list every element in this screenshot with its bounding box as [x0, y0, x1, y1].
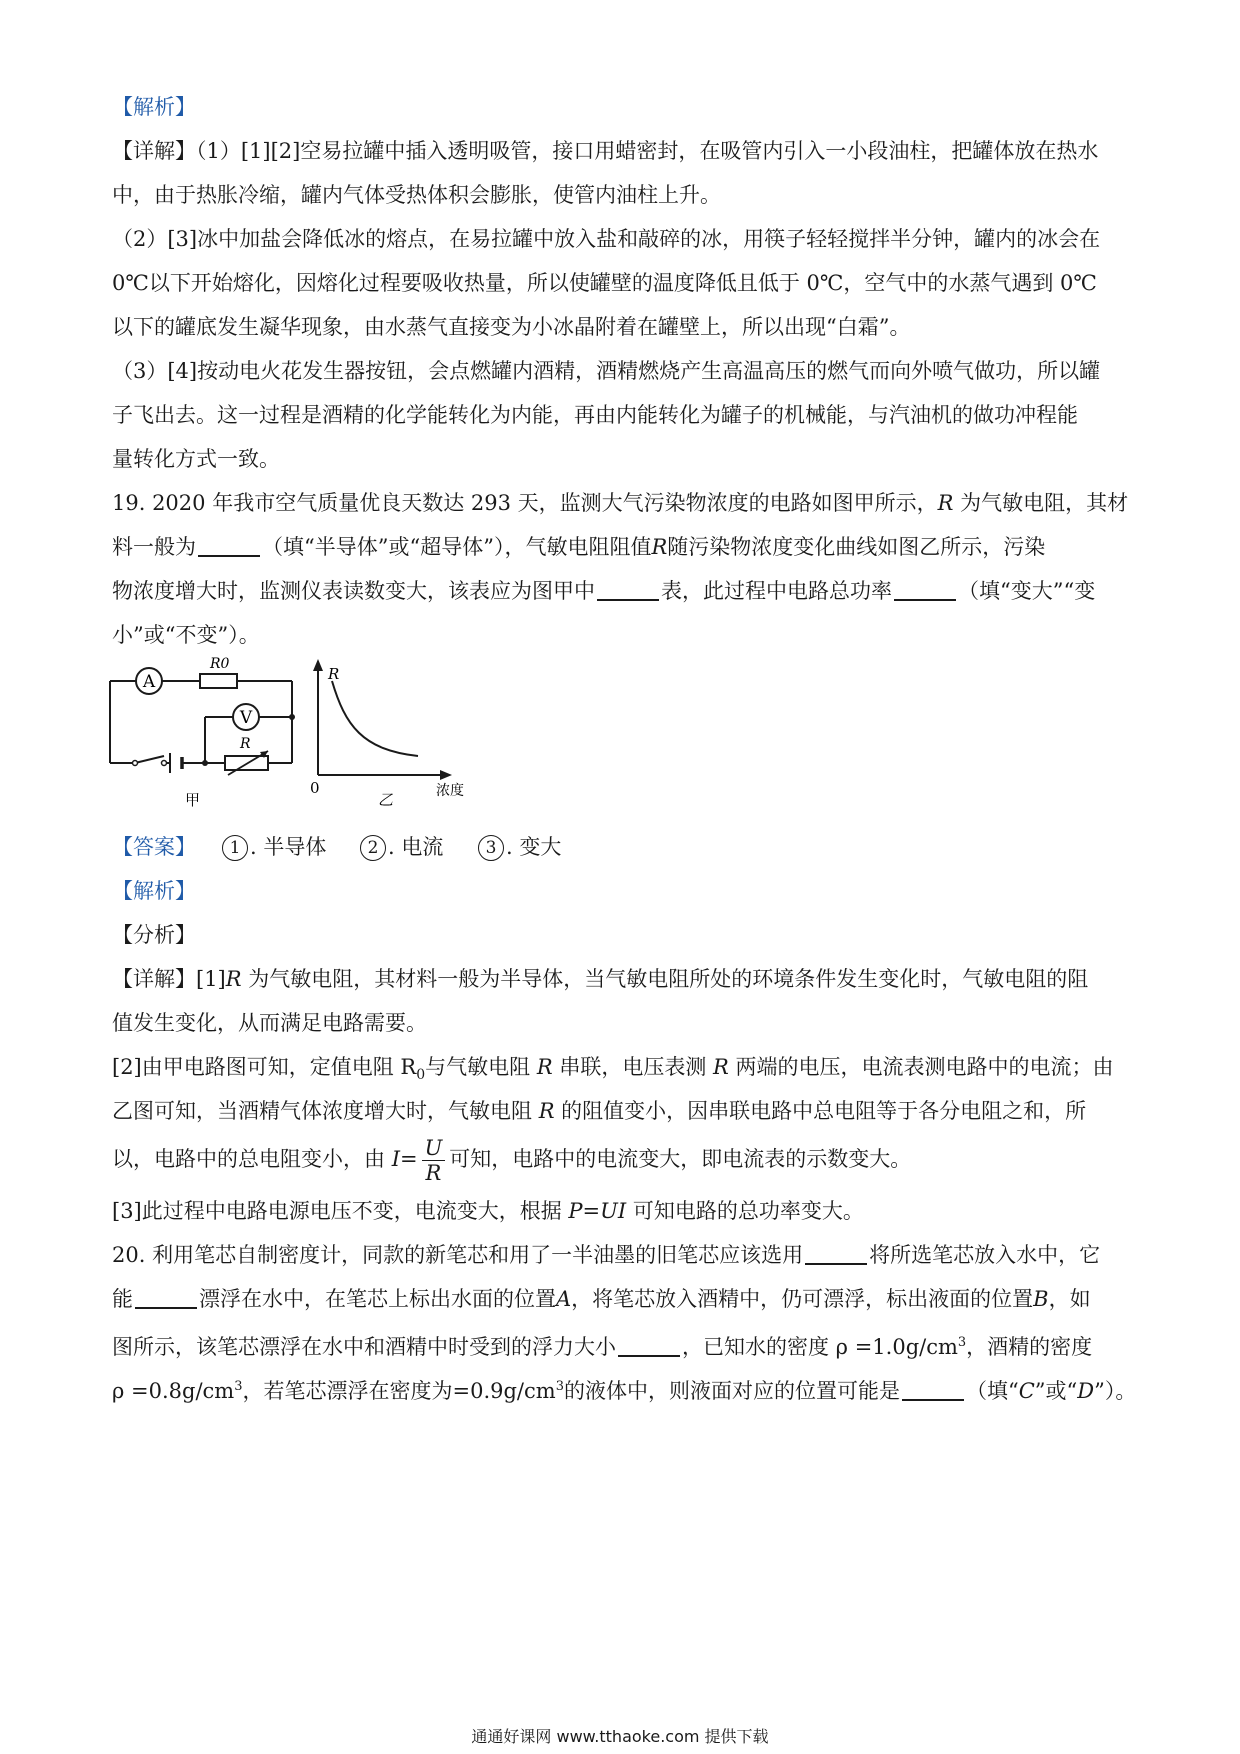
- voltmeter-symbol: [233, 704, 259, 730]
- paragraph-line: 【详解】（1）[1][2]空易拉罐中插入透明吸管，接口用蜡密封，在吸管内引入一小段油柱，把罐体放在热水: [112, 139, 1099, 163]
- paragraph-line: （2）[3]冰中加盐会降低冰的熔点，在易拉罐中放入盐和敲碎的冰，用筷子轻轻搅拌半分钟，罐内的冰会在: [112, 227, 1101, 251]
- concentration-graph: [310, 659, 464, 809]
- answer-blank[interactable]: [894, 577, 956, 601]
- answer-blank[interactable]: [198, 533, 260, 557]
- paragraph-line: （3）[4]按动电火花发生器按钮，会点燃罐内酒精，酒精燃烧产生高温高压的燃气而向外喷气做功，所以罐: [112, 359, 1101, 383]
- svg-text:乙: 乙: [378, 791, 394, 809]
- answer-blank[interactable]: [135, 1285, 197, 1309]
- answer-option-3: 3 . 变大: [478, 832, 561, 862]
- paragraph-line: 中，由于热胀冷缩，罐内气体受热体积会膨胀，使管内油柱上升。: [112, 183, 721, 207]
- fraction-u-over-r: $\frac{U}{R}$: [422, 1136, 446, 1185]
- answer-blank[interactable]: [618, 1333, 680, 1357]
- paragraph-line: 量转化方式一致。: [112, 447, 280, 471]
- answer-blank[interactable]: [597, 577, 659, 601]
- paragraph-line: 子飞出去。这一过程是酒精的化学能转化为内能，再由内能转化为罐子的机械能，与汽油机的做功冲程能: [112, 403, 1078, 427]
- paragraph-line: 【详解】[1]R 为气敏电阻，其材料一般为半导体，当气敏电阻所处的环境条件发生变化时，气敏电阻的阻: [112, 967, 1089, 991]
- paragraph-line: 以下的罐底发生凝华现象，由水蒸气直接变为小冰晶附着在罐壁上，所以出现“白霜”。: [112, 315, 911, 339]
- question-19-line: 料一般为 （填“半导体”或“超导体”），气敏电阻阻值R随污染物浓度变化曲线如图乙所示，污染: [112, 535, 1046, 559]
- section-tag-jiexi: 【解析】: [112, 879, 196, 903]
- question-20-line: $\rho =0.8g/cm^3$，若笔芯漂浮在密度为$=0.9g/cm^3$的液体中，则液面对应的位置可能是 （填“C”或“D”）。: [112, 1379, 1137, 1403]
- figure-label-jia: 甲: [185, 791, 201, 809]
- page-footer: 通通好课网 www.tthaoke.com 提供下载: [471, 1727, 769, 1746]
- paragraph-line: [2]由甲电路图可知，定值电阻 $R_0$与气敏电阻 R 串联，电压表测 R 两端的电压，电流表测电路中的电流；由: [112, 1055, 1114, 1084]
- svg-text:浓度: 浓度: [436, 783, 464, 799]
- answer-blank[interactable]: [902, 1377, 964, 1401]
- answer-blank[interactable]: [805, 1241, 867, 1265]
- section-tag-jiexi: 【解析】: [112, 95, 196, 119]
- svg-text:A: A: [142, 672, 156, 692]
- ammeter-symbol: [136, 668, 162, 694]
- section-tag-fenxi: 【分析】: [112, 923, 196, 947]
- paragraph-line: 乙图可知，当酒精气体浓度增大时，气敏电阻 R 的阻值变小，因串联电路中总电阻等于各分电阻之和，所: [112, 1099, 1087, 1123]
- paragraph-line: [3]此过程中电路电源电压不变，电流变大，根据 P=UI 可知电路的总功率变大。: [112, 1199, 864, 1223]
- section-tag-answer: 【答案】: [112, 835, 196, 859]
- answer-option-1: 1 . 半导体: [222, 832, 326, 862]
- svg-text:0: 0: [310, 779, 320, 797]
- paragraph-line: 以，电路中的总电阻变小，由 I= $\frac{U}{R}$ 可知，电路中的电流变大，即电流表的示数变大。: [112, 1136, 912, 1185]
- question-19-line: 小”或“不变”）。: [112, 623, 260, 647]
- svg-text:V: V: [239, 708, 253, 728]
- paragraph-line: 值发生变化，从而满足电路需要。: [112, 1011, 427, 1035]
- question-20-line: 20. 利用笔芯自制密度计，同款的新笔芯和用了一半油墨的旧笔芯应该选用 将所选笔芯放入水中，它: [112, 1243, 1101, 1267]
- question-20-line: 图所示，该笔芯漂浮在水中和酒精中时受到的浮力大小 ，已知水的密度 $\rho =1.0g/cm^3$，酒精的密度: [112, 1335, 1093, 1359]
- svg-text:R0: R0: [210, 656, 230, 672]
- resistor-r: [225, 736, 268, 775]
- svg-text:R: R: [240, 736, 251, 752]
- question-19-line: 物浓度增大时，监测仪表读数变大，该表应为图甲中 表，此过程中电路总功率 （填“变大”“变: [112, 579, 1096, 603]
- question-20-line: 能 漂浮在水中，在笔芯上标出水面的位置A，将笔芯放入酒精中，仍可漂浮，标出液面的位置B，如: [112, 1287, 1091, 1311]
- svg-text:R: R: [328, 665, 340, 683]
- answer-option-2: 2 . 电流: [360, 832, 443, 862]
- resistor-r0: [200, 656, 237, 688]
- question-19-figure: [100, 655, 480, 820]
- paragraph-line: 0℃以下开始熔化，因熔化过程要吸收热量，所以使罐壁的温度降低且低于 0℃，空气中的水蒸气遇到 0℃: [112, 271, 1097, 295]
- question-19-line: 19. 2020 年我市空气质量优良天数达 293 天，监测大气污染物浓度的电路如图甲所示，R 为气敏电阻，其材: [112, 491, 1129, 515]
